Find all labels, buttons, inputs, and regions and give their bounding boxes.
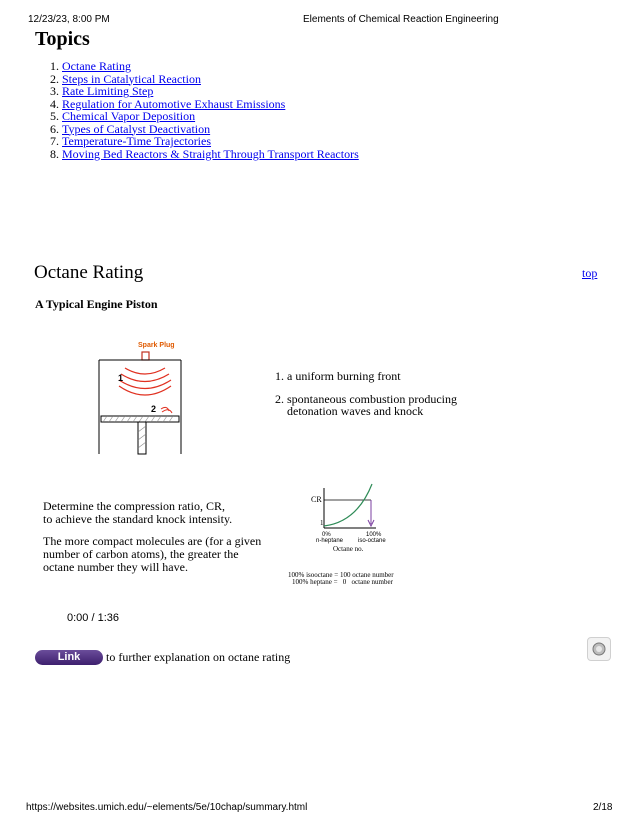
- link-button[interactable]: Link: [35, 650, 103, 665]
- x-left-name: n-heptane: [316, 538, 344, 544]
- topics-heading: Topics: [35, 28, 90, 50]
- print-page-title: Elements of Chemical Reaction Engineering: [303, 14, 499, 25]
- marker-two: 2: [151, 404, 157, 414]
- octane-note-1: 100% isooctane = 100 octane number: [288, 571, 394, 579]
- cr-one-label: 1: [320, 519, 324, 527]
- spark-plug-label: Spark Plug: [138, 342, 175, 349]
- combustion-item-2-line-1: 2. spontaneous combustion producing: [275, 392, 457, 406]
- flame-front-arc: [121, 374, 169, 382]
- x-axis-title: Octane no.: [333, 545, 364, 553]
- cr-curve: [324, 484, 372, 526]
- topic-link-temperature-time[interactable]: Temperature-Time Trajectories: [62, 134, 212, 148]
- print-datetime: 12/23/23, 8:00 PM: [28, 14, 110, 25]
- x-right-name: iso-octane: [358, 538, 386, 544]
- cr-octane-diagram: [282, 480, 422, 588]
- topic-link-cvd[interactable]: Chemical Vapor Deposition: [62, 109, 196, 123]
- link-description: to further explanation on octane rating: [106, 650, 291, 664]
- spark-plug-icon: [142, 352, 149, 360]
- x-right-pct: 100%: [366, 532, 382, 538]
- topics-list: [33, 60, 359, 160]
- topic-link-catalyst-deactivation[interactable]: Types of Catalyst Deactivation: [62, 121, 211, 136]
- molecule-line-2: number of carbon atoms), the greater the: [43, 547, 239, 561]
- compression-line-2: to achieve the standard knock intensity.: [43, 512, 233, 526]
- topic-link-steps-catalytical[interactable]: Steps in Catalytical Reaction: [62, 71, 201, 86]
- molecule-line-3: octane number they will have.: [43, 560, 188, 574]
- section-subheading: A Typical Engine Piston: [35, 297, 158, 311]
- combustion-item-2-line-2: detonation waves and knock: [287, 404, 424, 418]
- topic-link-exhaust-emissions[interactable]: Regulation for Automotive Exhaust Emissions: [62, 96, 286, 111]
- print-page-number: 2/18: [593, 802, 613, 813]
- combustion-item-1: 1. a uniform burning front: [275, 369, 401, 383]
- top-link[interactable]: top: [582, 266, 598, 280]
- section-title: Octane Rating: [34, 262, 144, 283]
- media-time: 0:00 / 1:36: [67, 612, 119, 624]
- flame-front-arc: [125, 368, 165, 374]
- topic-link-moving-bed[interactable]: Moving Bed Reactors & Straight Through Transport Reactors: [62, 146, 359, 161]
- molecule-line-1: The more compact molecules are (for a given: [43, 534, 262, 548]
- topic-link-octane-rating[interactable]: Octane Rating: [62, 59, 131, 73]
- scroll-to-top-button[interactable]: [587, 637, 611, 661]
- cr-axis-label: CR: [311, 495, 322, 504]
- marker-one: 1: [118, 373, 124, 383]
- topic-item: [62, 148, 359, 161]
- octane-note-2: 100% heptane = 0 octane number: [292, 578, 393, 586]
- engine-piston-diagram: [95, 336, 205, 458]
- flame-front-arc: [119, 386, 171, 395]
- circle-icon: [588, 638, 610, 660]
- topic-link-rate-limiting[interactable]: Rate Limiting Step: [62, 84, 154, 98]
- x-left-pct: 0%: [322, 532, 331, 538]
- compression-line-1: Determine the compression ratio, CR,: [43, 499, 225, 513]
- print-url: https://websites.umich.edu/~elements/5e/10chap/summary.html: [26, 802, 308, 813]
